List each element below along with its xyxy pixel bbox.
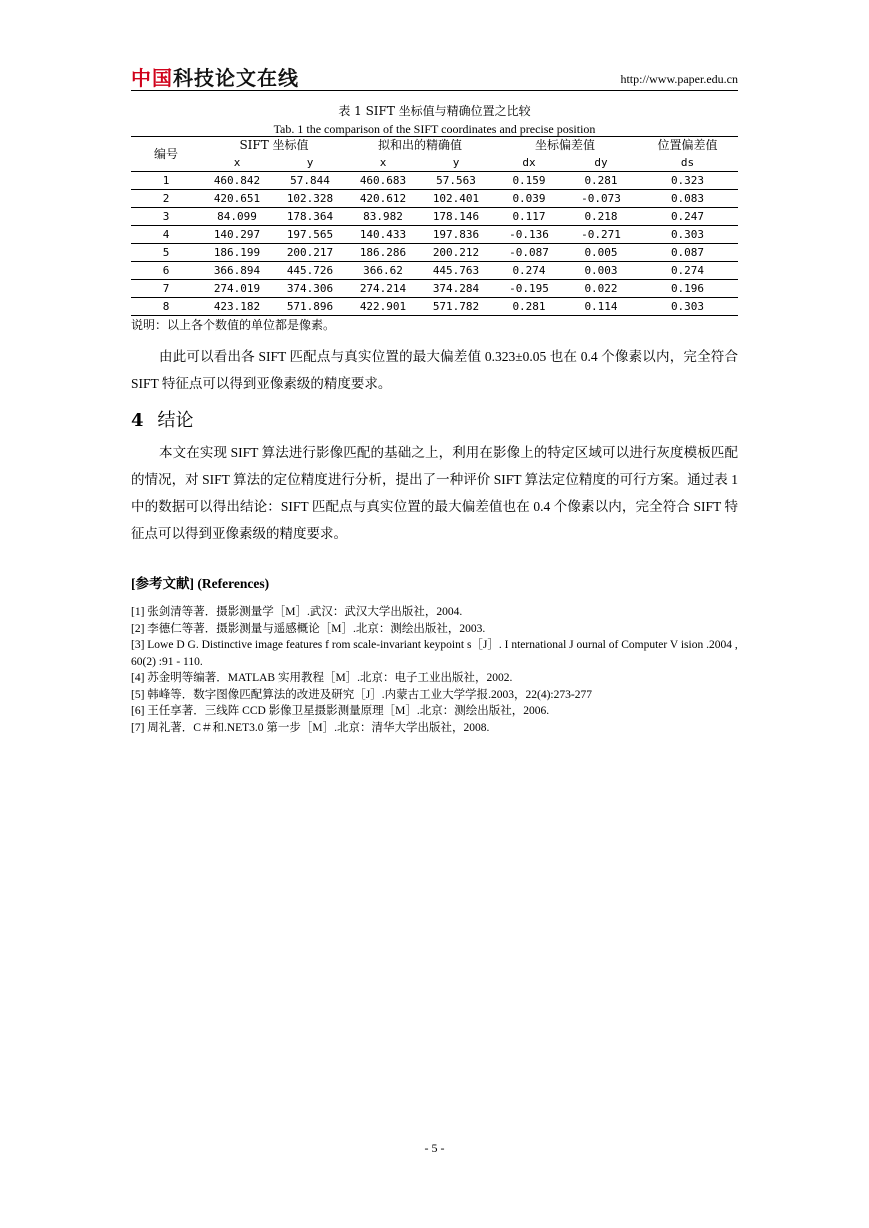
group-header-sift: SIFT 坐标值 (201, 137, 347, 155)
table-cell: 366.894 (201, 262, 273, 280)
table-cell: 0.303 (637, 226, 738, 244)
reference-item: [6] 王任享著．三线阵 CCD 影像卫星摄影测量原理［M］.北京：测绘出版社，2006. (131, 705, 550, 717)
table-cell: 7 (131, 280, 201, 298)
table-cell: 0.281 (565, 172, 637, 190)
comparison-table (131, 136, 738, 316)
table-cell: 102.328 (273, 190, 347, 208)
table-cell: 0.114 (565, 298, 637, 316)
table-cell: 57.563 (419, 172, 493, 190)
table-cell: 0.196 (637, 280, 738, 298)
logo-dark-text: 科技论文在线 (173, 66, 299, 90)
header-url[interactable]: http://www.paper.edu.cn (620, 72, 738, 86)
table-cell: 0.323 (637, 172, 738, 190)
table-row (131, 226, 738, 244)
table-cell: 1 (131, 172, 201, 190)
table-cell: 423.182 (201, 298, 273, 316)
table-cell: 445.726 (273, 262, 347, 280)
table-cell: 0.281 (493, 298, 565, 316)
table-cell: 0.022 (565, 280, 637, 298)
subheader-cell: ds (637, 154, 738, 172)
table-cell: 445.763 (419, 262, 493, 280)
group-header-coord-dev: 坐标偏差值 (493, 137, 637, 155)
subheader-cell: x (347, 154, 419, 172)
table-cell: 4 (131, 226, 201, 244)
table-cell: 186.199 (201, 244, 273, 262)
references-list (131, 604, 738, 736)
table-cell: 197.565 (273, 226, 347, 244)
table-subheader-row (131, 154, 738, 172)
table-cell: 0.159 (493, 172, 565, 190)
table-cell: 420.612 (347, 190, 419, 208)
subheader-cell: y (273, 154, 347, 172)
table-cell: 102.401 (419, 190, 493, 208)
col-id-header: 编号 (131, 137, 201, 172)
table-cell: 0.087 (637, 244, 738, 262)
references-heading: [参考文献] (References) (131, 576, 270, 591)
table-note: 说明：以上各个数值的单位都是像素。 (131, 318, 336, 332)
table-row (131, 280, 738, 298)
table-cell: 0.083 (637, 190, 738, 208)
section-heading (131, 406, 194, 432)
table-cell: 0.274 (493, 262, 565, 280)
table-cell: 460.842 (201, 172, 273, 190)
section-title: 结论 (157, 410, 194, 431)
table-cell: 5 (131, 244, 201, 262)
subheader-cell: y (419, 154, 493, 172)
table-row (131, 208, 738, 226)
table-cell: 374.306 (273, 280, 347, 298)
table-cell: 571.782 (419, 298, 493, 316)
subheader-cell: dx (493, 154, 565, 172)
section-number: 4 (131, 410, 144, 431)
table-cell: 140.433 (347, 226, 419, 244)
table-caption-cn: 表 1 SIFT 坐标值与精确位置之比较 (338, 104, 531, 118)
table-cell: 8 (131, 298, 201, 316)
table-cell: 3 (131, 208, 201, 226)
group-header-pos-dev: 位置偏差值 (637, 137, 738, 155)
body-paragraph: 由此可以看出各 SIFT 匹配点与真实位置的最大偏差值 0.323±0.05 也在 0.4 个像素以内，完全符合 SIFT 特征点可以得到亚像素级的精度要求。 (131, 349, 738, 391)
subheader-cell: dy (565, 154, 637, 172)
table-row (131, 172, 738, 190)
table-cell: 2 (131, 190, 201, 208)
reference-item: [4] 苏金明等编著．MATLAB 实用教程［M］.北京：电子工业出版社，2002. (131, 672, 513, 684)
table-cell: 422.901 (347, 298, 419, 316)
table-cell: -0.087 (493, 244, 565, 262)
table-header-row (131, 137, 738, 155)
conclusion-paragraph: 本文在实现 SIFT 算法进行影像匹配的基础之上，利用在影像上的特定区域可以进行灰度模板匹配的情况，对 SIFT 算法的定位精度进行分析，提出了一种评价 SIFT 算法定位精度的可行方案。通过表 1 中的数据可以得出结论：SIFT 匹配点与真实位置的最大偏差值也在 0.4 个像素以内，完全符合 SIFT 特征点可以得到亚像素级的精度要求。 (131, 445, 738, 541)
group-header-fitted: 拟和出的精确值 (347, 137, 493, 155)
table-cell: 420.651 (201, 190, 273, 208)
table-cell: 84.099 (201, 208, 273, 226)
table-cell: 200.212 (419, 244, 493, 262)
table-cell: 178.364 (273, 208, 347, 226)
table-cell: -0.271 (565, 226, 637, 244)
table-cell: 6 (131, 262, 201, 280)
table-cell: 374.284 (419, 280, 493, 298)
table-cell: 178.146 (419, 208, 493, 226)
page-header (131, 62, 738, 91)
table-cell: 571.896 (273, 298, 347, 316)
logo-red-text: 中国 (131, 66, 173, 90)
table-cell: 0.247 (637, 208, 738, 226)
table-caption-en: Tab. 1 the comparison of the SIFT coordinates and precise position (273, 122, 596, 136)
table-cell: 140.297 (201, 226, 273, 244)
reference-item: [3] Lowe D G. Distinctive image features f rom scale-invariant keypoint s［J］. I nternational J ournal of Computer V ision .2004 , 60(2) :91 - 110. (131, 639, 738, 668)
table-cell: 274.019 (201, 280, 273, 298)
table-cell: 274.214 (347, 280, 419, 298)
table-cell: 0.039 (493, 190, 565, 208)
table-row (131, 244, 738, 262)
table-cell: 460.683 (347, 172, 419, 190)
table-cell: 83.982 (347, 208, 419, 226)
table-cell: 0.303 (637, 298, 738, 316)
table-cell: 0.117 (493, 208, 565, 226)
table-cell: 0.218 (565, 208, 637, 226)
table-cell: -0.195 (493, 280, 565, 298)
table-row (131, 262, 738, 280)
table-cell: 57.844 (273, 172, 347, 190)
subheader-cell: x (201, 154, 273, 172)
site-logo (131, 62, 299, 91)
table-cell: 366.62 (347, 262, 419, 280)
table-cell: 0.003 (565, 262, 637, 280)
page-number: - 5 - (424, 1141, 445, 1155)
table-cell: 0.274 (637, 262, 738, 280)
table-cell: 197.836 (419, 226, 493, 244)
reference-item: [5] 韩峰等．数字图像匹配算法的改进及研究［J］.内蒙古工业大学学报.2003，22(4):273-277 (131, 688, 592, 701)
table-cell: 186.286 (347, 244, 419, 262)
table-row (131, 298, 738, 316)
table-cell: 0.005 (565, 244, 637, 262)
reference-item: [7] 周礼著．C＃和.NET3.0 第一步［M］.北京：清华大学出版社，2008. (131, 721, 490, 734)
reference-item: [2] 李德仁等著．摄影测量与遥感概论［M］.北京：测绘出版社，2003. (131, 622, 486, 635)
table-cell: 200.217 (273, 244, 347, 262)
table-row (131, 190, 738, 208)
table-cell: -0.073 (565, 190, 637, 208)
table-cell: -0.136 (493, 226, 565, 244)
reference-item: [1] 张剑清等著．摄影测量学［M］.武汉：武汉大学出版社，2004. (131, 606, 463, 618)
